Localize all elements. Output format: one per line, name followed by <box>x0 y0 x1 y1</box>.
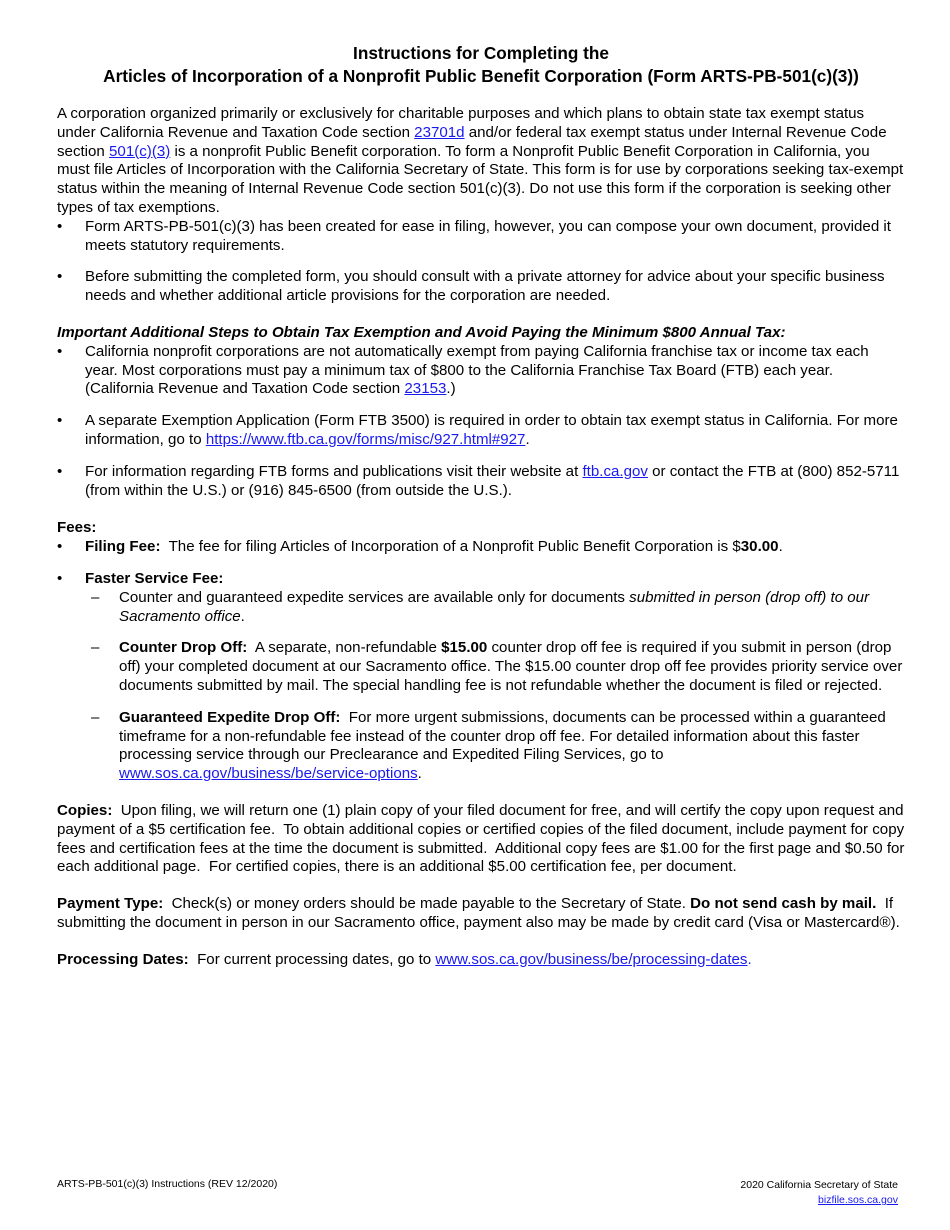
list-item <box>57 343 905 399</box>
link-ftb-ca-gov[interactable]: ftb.ca.gov <box>582 462 648 480</box>
list-item: • Form ARTS-PB-501(c)(3) has been created for ease in filing, however, you can compose your own document, provided it meets statutory requirements. <box>57 218 905 256</box>
intro-text-2: and/or federal tax exempt status under Internal Revenue Code section <box>57 123 887 160</box>
list-item: • Before submitting the completed form, you should consult with a private attorney for advice about your specific business needs and whether additional article provisions for the corporation are needed. <box>57 268 905 306</box>
filing-fee-text: The fee for filing Articles of Incorporation of a Nonprofit Public Benefit Corporation is $ <box>160 538 741 556</box>
list-item-filing-fee <box>57 538 905 557</box>
intro-text-1: A corporation organized primarily or exclusively for charitable purposes and which plans to obtain state tax exempt status under California Revenue and Taxation Code section <box>57 105 865 141</box>
payment-label: Payment Type: <box>57 895 164 913</box>
fees-heading: Fees: <box>57 519 97 537</box>
bullet-text: A separate Exemption Application (Form FTB 3500) is required in order to obtain tax exempt status in California. For more information, go to <box>85 412 898 448</box>
list-item <box>57 463 905 501</box>
payment-paragraph <box>57 895 905 933</box>
link-23701d[interactable]: 23701d <box>414 123 465 141</box>
sub-text: counter drop off fee is required if you submit in person (drop off) your completed document at our Sacramento office. The $15.00 counter drop off fee provides priority service over documents submitted by mail. The special handling fee is not refundable whether the document is filed or rejected. <box>119 639 903 694</box>
footer-form-id: ARTS-PB-501(c)(3) Instructions (REV 12/2020) <box>57 1178 278 1190</box>
copies-label: Copies: <box>57 801 113 819</box>
link-ftb-927[interactable]: https://www.ftb.ca.gov/forms/misc/927.html#927 <box>205 430 526 448</box>
copies-text: Upon filing, we will return one (1) plain copy of your filed document for free, and will certify the copy upon request and payment of a $5 certification fee. To obtain additional copies or certified copies of the filed document, include payment for copy fees and certification fees at the time the document is submitted. Additional copy fees are $1.00 for the first page and $0.50 for each additional page. For certified copies, there is an additional $5.00 certification fee, per document. <box>57 801 909 876</box>
title-line-2: Articles of Incorporation of a Nonprofit Public Benefit Corporation (Form ARTS-PB-501(c)(3)) <box>103 66 859 86</box>
intro-paragraph <box>57 105 905 218</box>
intro-text-3: is a nonprofit Public Benefit corporation. To form a Nonprofit Public Benefit Corporation in California, you must file Articles of Incorporation with the California Secretary of State. This form is for use by corporations seeking tax-exempt status within the meaning of Internal Revenue Code section 501(c)(3). Do not use this form if the corporation is seeking other types of tax exemptions. <box>57 142 904 216</box>
footer-right <box>740 1178 898 1208</box>
title-line-1: Instructions for Completing the <box>353 43 609 63</box>
filing-fee-end: . <box>778 538 783 556</box>
payment-text: Check(s) or money orders should be made payable to the Secretary of State. <box>163 895 691 913</box>
bullet-text-end: or contact the FTB at (800) 852-5711 (from within the U.S.) or (916) 845-6500 (from outside the U.S.). <box>85 462 900 499</box>
link-501c3[interactable]: 501(c)(3) <box>109 142 171 160</box>
link-processing-dates[interactable]: www.sos.ca.gov/business/be/processing-dates <box>435 950 748 968</box>
bullet-text: California nonprofit corporations are not automatically exempt from paying California franchise tax or income tax each year. Most corporations must pay a minimum tax of $800 to the California Franchise Tax Board (FTB) each year. (California Revenue and Taxation Code section <box>85 342 869 398</box>
general-bullet-list <box>57 218 905 306</box>
processing-text: For current processing dates, go to <box>188 950 436 968</box>
bullet-text-end: .) <box>446 380 456 398</box>
important-bullet-list <box>57 343 905 501</box>
list-item <box>57 412 905 450</box>
bullet-text-end: . <box>525 430 530 448</box>
link-23153[interactable]: 23153 <box>404 380 447 398</box>
faster-service-label: Faster Service Fee: <box>85 569 224 587</box>
sublist-item-counter-drop-off <box>57 639 905 695</box>
sub-text: Counter and guaranteed expedite services are available only for documents <box>119 588 630 606</box>
counter-fee-amount: $15.00 <box>441 639 488 657</box>
bullet-text: For information regarding FTB forms and publications visit their website at <box>85 462 583 480</box>
payment-text-2: If submitting the document in person in our Sacramento office, payment also may be made by credit card (Visa or Mastercard®). <box>57 895 900 931</box>
processing-paragraph <box>57 951 905 970</box>
copies-paragraph <box>57 801 909 877</box>
counter-drop-off-label: Counter Drop Off: <box>119 639 248 657</box>
page-title <box>47 42 915 88</box>
important-heading: Important Additional Steps to Obtain Tax Exemption and Avoid Paying the Minimum $800 Annual Tax: <box>57 323 786 341</box>
faster-service-sublist <box>57 589 905 784</box>
link-service-options[interactable]: www.sos.ca.gov/business/be/service-options <box>119 765 418 783</box>
sublist-item <box>57 589 905 627</box>
document-page <box>57 0 909 969</box>
list-item-faster-service <box>57 570 905 784</box>
processing-end: . <box>747 950 752 968</box>
link-bizfile[interactable]: bizfile.sos.ca.gov <box>818 1194 898 1206</box>
processing-label: Processing Dates: <box>57 950 189 968</box>
sub-text: For more urgent submissions, documents can be processed within a guaranteed timeframe for a non-refundable fee instead of the counter drop off fee. For detailed information about this faster processing service through our Preclearance and Expedited Filing Services, go to <box>119 708 890 764</box>
filing-fee-label: Filing Fee: <box>85 538 161 556</box>
no-cash-warning: Do not send cash by mail. <box>690 895 877 913</box>
expedite-label: Guaranteed Expedite Drop Off: <box>119 708 341 726</box>
sub-end: . <box>240 607 245 625</box>
sub-italic: submitted in person (drop off) to our Sacramento office <box>119 588 870 625</box>
sublist-item-guaranteed-expedite <box>57 709 905 784</box>
fees-bullet-list <box>57 538 905 784</box>
sub-end: . <box>417 765 422 783</box>
filing-fee-amount: 30.00 <box>740 538 779 556</box>
footer-copyright: 2020 California Secretary of State <box>740 1179 898 1191</box>
sub-text: A separate, non-refundable <box>247 639 442 657</box>
